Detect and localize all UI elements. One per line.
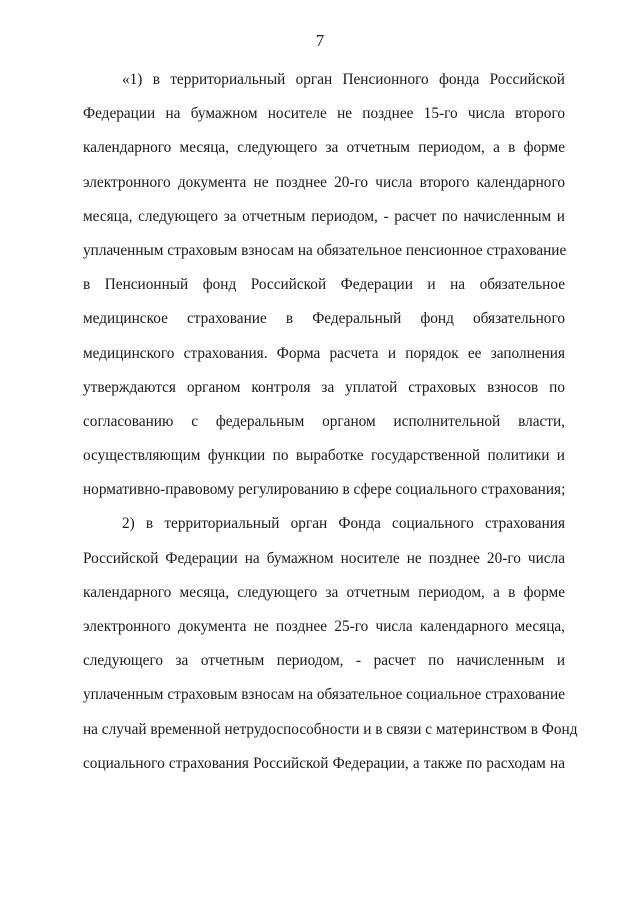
text-line: календарного месяца, следующего за отчетным периодом, а в форме (83, 583, 565, 601)
document-body (83, 69, 578, 787)
text-line: уплаченным страховым взносам на обязательное социальное страхование (83, 686, 565, 704)
text-line: утверждаются органом контроля за уплатой страховых взносов по (83, 378, 565, 396)
text-line: электронного документа не позднее 25-го числа календарного месяца, (83, 618, 565, 635)
paragraph (83, 513, 578, 787)
text-line: медицинское страхование в Федеральный фонд обязательного (83, 310, 565, 328)
paragraph (83, 69, 565, 513)
text-line: уплаченным страховым взносам на обязательное пенсионное страхование (83, 241, 567, 259)
text-line: Федерации на бумажном носителе не позднее 15-го числа второго (83, 105, 565, 123)
text-line: календарного месяца, следующего за отчетным периодом, а в форме (83, 139, 565, 157)
text-line: 2) в территориальный орган Фонда социального страхования (122, 515, 565, 533)
text-line: согласованию с федеральным органом исполнительной власти, (83, 412, 565, 430)
text-line: «1) в территориальный орган Пенсионного фонда Российской (122, 71, 565, 88)
text-line: Российской Федерации на бумажном носителе не позднее 20-го числа (83, 549, 565, 567)
text-line: медицинского страхования. Форма расчета и порядок ее заполнения (83, 344, 565, 362)
page-number: 7 (315, 31, 325, 50)
text-line: на случай временной нетрудоспособности и в связи с материнством в Фонд (83, 720, 578, 738)
text-line: социального страхования Российской Федерации, а также по расходам на (83, 754, 565, 772)
text-line: в Пенсионный фонд Российской Федерации и на обязательное (83, 276, 565, 294)
text-line: следующего за отчетным периодом, - расчет по начисленным и (83, 652, 565, 670)
text-line: месяца, следующего за отчетным периодом, - расчет по начисленным и (83, 207, 565, 225)
text-line: нормативно-правовому регулированию в сфере социального страхования; (83, 481, 566, 499)
text-line: электронного документа не позднее 20-го числа второго календарного (83, 173, 565, 191)
text-line: осуществляющим функции по выработке государственной политики и (83, 447, 565, 465)
